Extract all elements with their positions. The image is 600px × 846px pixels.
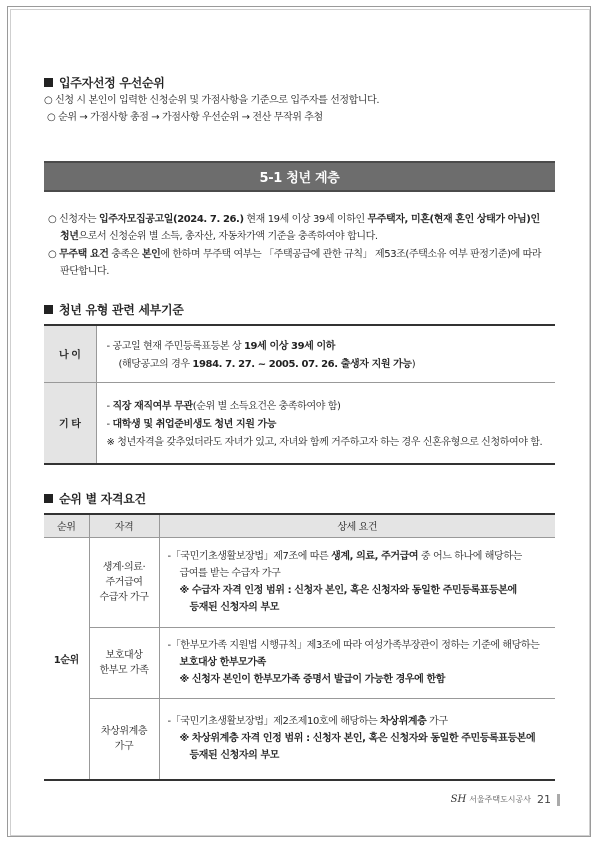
selection-order-line: ○ 순위 → 가점사항 총점 → 가점사항 우선순위 → 전산 무작위 추첨 [47, 112, 323, 123]
details-cell: -「한부모가족 지원법 시행규칙」제3조에 따라 여성가족부장관이 정하는 기준에 해당하는 보호대상 한부모가족 ※ 신청자 본인이 한부모가족 증명서 발급이 가능한 경우에 한함 [159, 627, 555, 698]
table-row [44, 382, 555, 464]
details-cell: -「국민기초생활보장법」제2조제10호에 해당하는 차상위계층 가구 ※ 차상위계층 자격 인정 범위 : 신청자 본인, 혹은 신청자와 동일한 주민등록표등본에 등재된 신청자의 부모 [167, 716, 536, 762]
intro-line-3: ○ 무주택 요건 충족은 본인에 한하며 무주택 여부는 「주택공급에 관한 규칙」 제53조(주택소유 여부 판정기준)에 따라 [48, 249, 542, 260]
qualification-cell: 차상위계층 가구 [89, 698, 159, 780]
qualification-cell: 생계·의료· 주거급여 수급자 가구 [89, 537, 159, 627]
intro-line-2: 청년으로서 신청순위 별 소득, 총자산, 자동차가액 기준을 충족하여야 합니다. [60, 231, 378, 242]
section-title: 입주자선정 우선순위 [59, 76, 165, 90]
qualification-cell: 보호대상 한부모 가족 [89, 627, 159, 698]
section-heading-rank-eligibility [44, 490, 146, 507]
table-row [44, 537, 555, 627]
section-title: 순위 별 자격요건 [59, 492, 146, 506]
section-banner: 5-1 청년 계층 [44, 161, 555, 192]
square-bullet-icon [44, 78, 53, 87]
details-cell: -「국민기초생활보장법」제7조에 따른 생계, 의료, 주거급여 중 어느 하나에 해당하는 급여를 받는 수급자 가구 ※ 수급자 자격 인정 범위 : 신청자 본인, 혹은 신청자와 동일한 주민등록표등본에 등재된 신청자의 부모 [159, 537, 555, 627]
column-header-details: 상세 요건 [159, 514, 555, 537]
section-heading-youth-criteria [44, 301, 184, 318]
row-label-age: 나 이 [44, 325, 96, 382]
table-row [44, 325, 555, 382]
square-bullet-icon [44, 305, 53, 314]
column-header-qualification: 자격 [89, 514, 159, 537]
organization-name: 서울주택도시공사 [469, 795, 531, 804]
table-row [44, 698, 555, 780]
rank-cell: 1순위 [44, 537, 89, 780]
square-bullet-icon [44, 494, 53, 503]
page-footer [451, 793, 560, 806]
youth-criteria-table [44, 324, 555, 465]
column-header-rank: 순위 [44, 514, 89, 537]
selection-rule-line: ○ 신청 시 본인이 입력한 신청순위 및 가점사항을 기준으로 입주자를 선정합니다. [44, 95, 380, 106]
section-heading-selection-priority [44, 74, 165, 91]
footer-bar [557, 794, 560, 806]
age-criteria-cell: - 공고일 현재 주민등록표등본 상 19세 이상 39세 이하 (해당공고의 경우 1984. 7. 27. ~ 2005. 07. 26. 출생자 지원 가능) [96, 325, 555, 382]
intro-line-1: ○ 신청자는 입주자모집공고일(2024. 7. 26.) 현재 19세 이상 39세 이하인 무주택자, 미혼(현재 혼인 상태가 아님)인 [48, 214, 540, 225]
table-header-row [44, 514, 555, 537]
rank-eligibility-table [44, 513, 555, 781]
page-number: 21 [537, 793, 551, 806]
other-criteria-cell: - 직장 재직여부 무관(순위 별 소득요건은 충족하여야 함) - 대학생 및 취업준비생도 청년 지원 가능 ※ 청년자격을 갖추었더라도 자녀가 있고, 자녀와 함께 거주하고자 하는 경우 신혼유형으로 신청하여야 함. [106, 401, 543, 449]
row-label-other: 기 타 [44, 382, 96, 464]
sh-logo: SH [450, 794, 467, 805]
section-title: 청년 유형 관련 세부기준 [59, 303, 184, 317]
table-row [44, 627, 555, 698]
intro-line-4: 판단합니다. [60, 266, 110, 277]
